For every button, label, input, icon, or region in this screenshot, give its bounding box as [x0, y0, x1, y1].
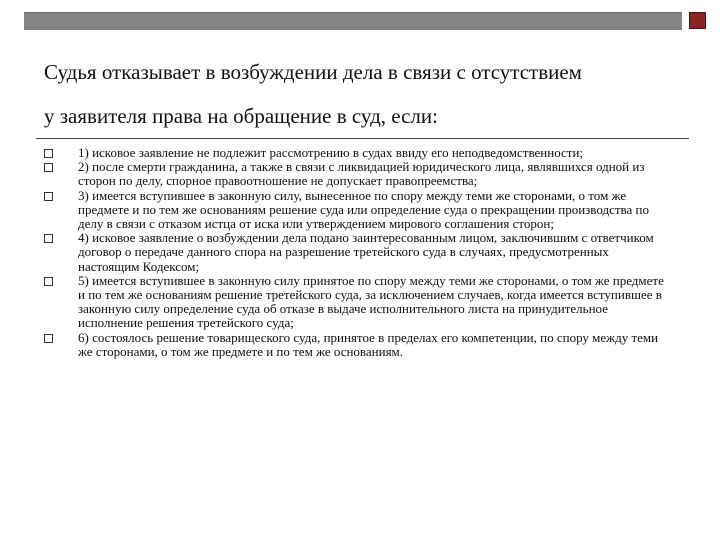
list-item-text: 3) имеется вступившее в законную силу, вынесенное по спору между теми же сторонами, о том же предмете и по тем же основаниям решение суда или определение суда о прекращении производства по делу в связи с отказом истца от иска или утверждением мирового соглашения сторон; [78, 187, 649, 232]
square-bullet-icon [44, 334, 53, 343]
header-bar [24, 12, 682, 30]
list-item-text: 1) исковое заявление не подлежит рассмотрению в судах ввиду его неподведомственности; [78, 145, 584, 160]
slide-title-line-1: Судья отказывает в возбуждении дела в связи с отсутствием [44, 60, 582, 84]
square-bullet-icon [44, 149, 53, 158]
list-item-text: 4) исковое заявление о возбуждении дела подано заинтересованным лицом, заключившим с ответчиком договор о передаче данного спора на разрешение третейского суда в случаях, предусмотренных настоящим Кодексом; [78, 230, 654, 274]
list-item [44, 160, 664, 188]
list-item-text: 6) состоялось решение товарищеского суда, принятое в пределах его компетенции, по спору между теми же сторонами, о том же предмете и по тем же основаниям. [78, 329, 659, 359]
list-item-text: 2) после смерти гражданина, а также в связи с ликвидацией юридического лица, являвшихся одной из сторон по делу, спорное правоотношение не допускает правопреемства; [78, 159, 645, 189]
list-item [44, 231, 664, 274]
list-item [44, 189, 664, 232]
list-item [44, 274, 664, 331]
square-bullet-icon [44, 192, 53, 201]
header-accent-square [689, 12, 706, 29]
list-item [44, 331, 664, 359]
square-bullet-icon [44, 277, 53, 286]
square-bullet-icon [44, 234, 53, 243]
list-item [44, 146, 664, 160]
title-divider [36, 138, 689, 139]
square-bullet-icon [44, 163, 53, 172]
conditions-list [44, 146, 664, 359]
slide-title [44, 50, 704, 138]
list-item-text: 5) имеется вступившее в законную силу принятое по спору между теми же сторонами, о том же предмете и по тем же основаниям решение третейского суда, за исключением случаев, когда имеется вступившее в законную силу определение суда об отказе в выдаче исполнительного листа на принудительное исполнение решения третейского суда; [78, 272, 664, 331]
slide-title-line-2: у заявителя права на обращение в суд, если: [44, 104, 438, 128]
